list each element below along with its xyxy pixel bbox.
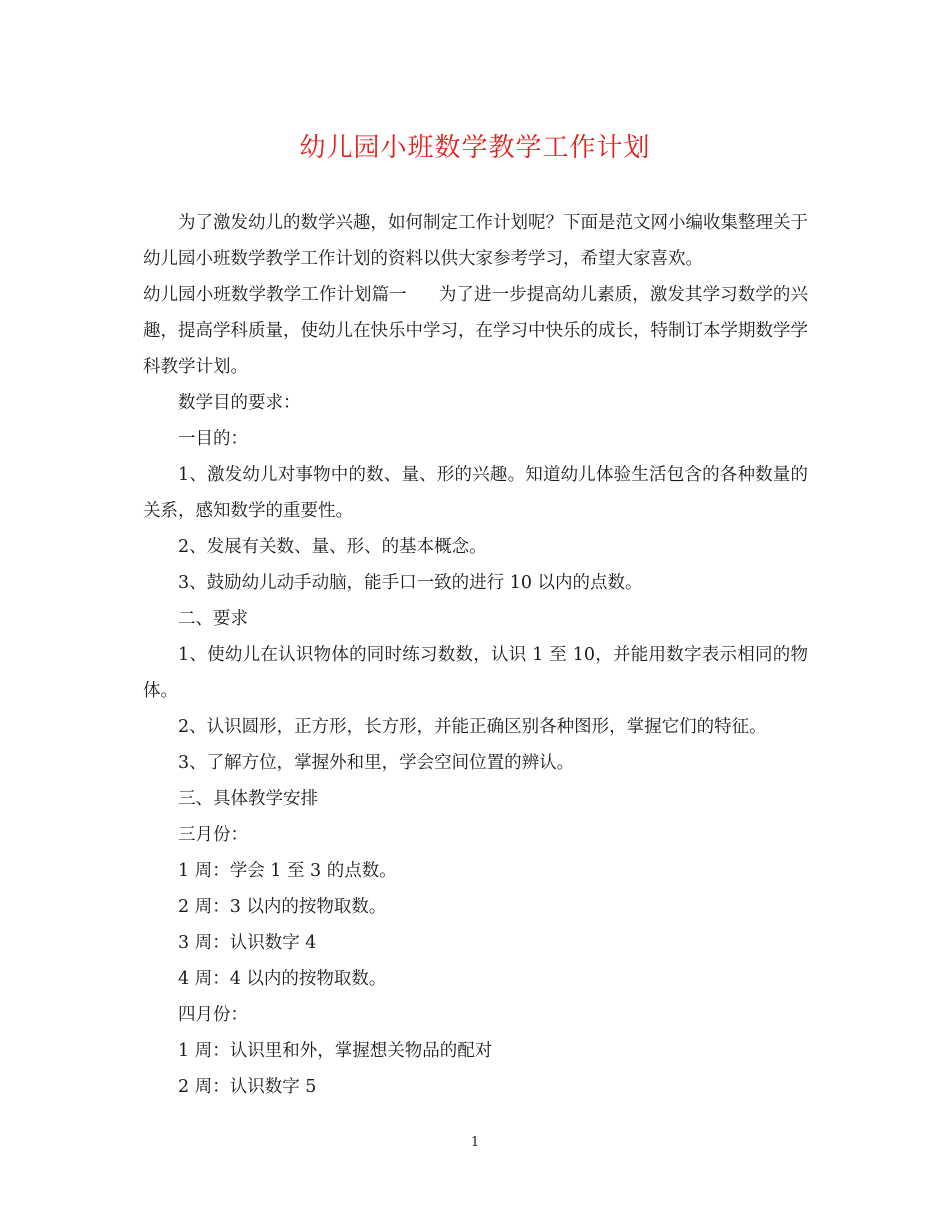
section-paragraph xyxy=(143,277,808,385)
paragraph-april: 四月份： xyxy=(178,1005,248,1025)
page-number: 1 xyxy=(470,1135,480,1150)
paragraph-requirements-heading: 数学目的要求： xyxy=(178,393,301,413)
paragraph-goal-heading: 一目的： xyxy=(178,429,248,449)
paragraph-march-week-3: 3 周：认识数字 4 xyxy=(178,933,317,953)
paragraph-march: 三月份： xyxy=(178,825,248,845)
paragraph-requirement-2: 2、认识圆形，正方形，长方形，并能正确区别各种图形，掌握它们的特征。 xyxy=(178,717,767,737)
paragraph-march-week-4: 4 周：4 以内的按物取数。 xyxy=(178,969,387,989)
paragraph-april-week-1: 1 周：认识里和外，掌握想关物品的配对 xyxy=(178,1041,493,1061)
document-body xyxy=(143,205,808,1105)
paragraph-goal-1: 1、激发幼儿对事物中的数、量、形的兴趣。知道幼儿体验生活包含的各种数量的关系，感知数学的重要性。 xyxy=(143,465,808,521)
paragraph-april-week-2: 2 周：认识数字 5 xyxy=(178,1077,317,1097)
paragraph-requirement-1: 1、使幼儿在认识物体的同时练习数数，认识 1 至 10，并能用数字表示相同的物体。 xyxy=(143,645,808,701)
paragraph-march-week-1: 1 周：学会 1 至 3 的点数。 xyxy=(178,861,397,881)
paragraph-requirement-3: 3、了解方位，掌握外和里，学会空间位置的辨认。 xyxy=(178,753,575,773)
paragraph-goal-3: 3、鼓励幼儿动手动脑，能手口一致的进行 10 以内的点数。 xyxy=(178,573,643,593)
paragraph-schedule-heading: 三、具体教学安排 xyxy=(178,789,318,809)
paragraph-requirement-heading: 二、要求 xyxy=(178,609,248,629)
intro-text: 为了激发幼儿的数学兴趣，如何制定工作计划呢？下面是范文网小编收集整理关于幼儿园小班数学教学工作计划的资料以供大家参考学习，希望大家喜欢。 xyxy=(143,213,808,269)
intro-paragraph xyxy=(143,205,808,277)
document-title: 幼儿园小班数学教学工作计划 xyxy=(299,133,651,163)
paragraph-march-week-2: 2 周：3 以内的按物取数。 xyxy=(178,897,387,917)
paragraph-goal-2: 2、发展有关数、量、形、的基本概念。 xyxy=(178,537,487,557)
section-intro-text: 为了进一步提高幼儿素质，激发其学习数学的兴趣，提高学科质量，使幼儿在快乐中学习，在学习中快乐的成长，特制订本学期数学学科教学计划。 xyxy=(143,285,808,377)
section-heading: 幼儿园小班数学教学工作计划篇一 xyxy=(143,285,407,305)
